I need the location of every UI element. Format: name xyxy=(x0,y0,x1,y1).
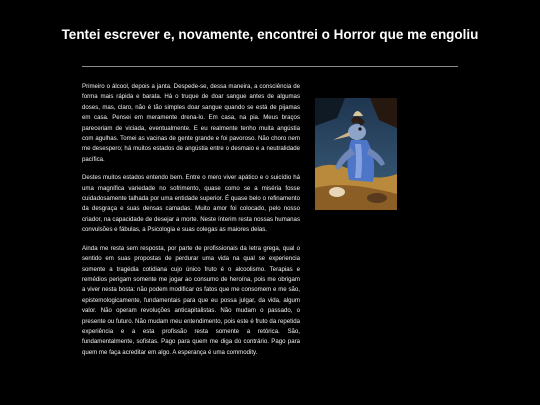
paragraph-1: Primeiro o álcool, depois a janta. Despede-se, dessa maneira, a consciência de forma mais rápida e barata. Há o truque de doar sangue antes de algumas doses, mas, claro, não é tão simples doar sangue quando se está de pijamas em casa. Pensei em meramente drena-lo. Em casa, na pia. Meus braços pareceriam de viciada, eventualmente. E eu realmente tenho muita angústia com agulhas. Tomei as vacinas de gente grande e foi pavoroso. Não choro nem me desespero; há muitos estados de angústia entre o desmaio e a neutralidade pacífica. xyxy=(82,83,300,163)
paragraph-2: Destes muitos estados entendo bem. Entre o mero viver apático e o suicídio há uma magnífica variedade no sofrimento, quase como se a miséria fosse cuidadosamente talhada por uma entidade superior. É quase belo o refinamento da desgraça e suas densas camadas. Muito amor foi colocado, pelo nosso criador, na capacidade de desejar a morte. Neste ínterim resta nossas humanas convulsões e fábulas, a Psicologia e suas colegas as maiores delas. xyxy=(82,174,300,234)
page-title: Tentei escrever e, novamente, encontrei o Horror que me engoliu xyxy=(61,27,479,42)
article-body xyxy=(82,82,300,366)
title-divider xyxy=(82,66,458,67)
paragraph-3: Ainda me resta sem resposta, por parte de profissionais da letra grega, qual o sentido em suas propostas de perdurar uma vida na qual se experiencia somente a tragédia cotidiana cujo único fruto é o alcoolismo. Terapias e remédios perigam somente me jogar ao consumo de heroína, pois me obrigam a viver nesta bosta: não podem modificar os fatos que me consomem e me são, epistemologicamente, fundamentais para que eu possa julgar, da vida, algum valor. Não operam revoluções anticapitalistas. Não mudam o passado, o presente ou futuro. Não mudam meu entendimento, pois este é fruto da repetida experiência e a esta profissão resta somente a retórica. São, fundamentalmente, sofistas. Pago para quem me diga do contrário. Pago para quem me faça acreditar em algo. A esperança é uma commodity. xyxy=(82,244,300,356)
painting-illustration-icon xyxy=(315,98,397,210)
